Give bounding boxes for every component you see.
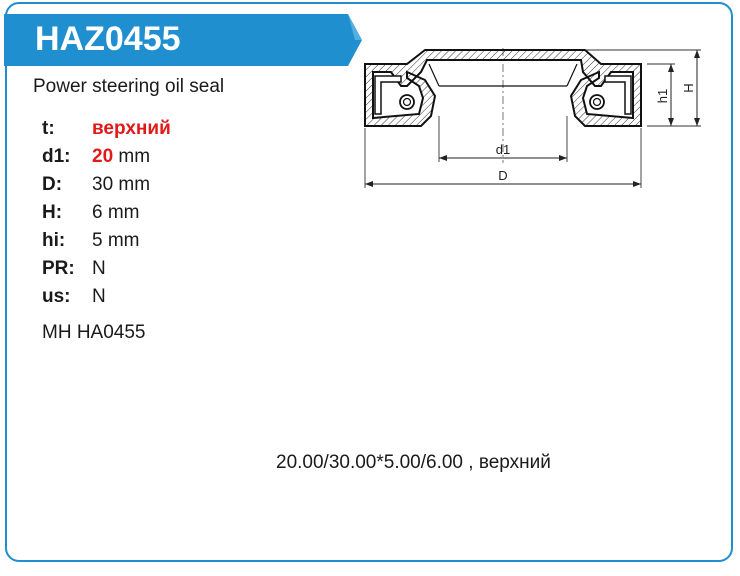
dimension-h1 [655, 64, 674, 126]
spec-value-accent: 20 [92, 146, 114, 167]
spec-row-PR [42, 258, 171, 286]
spec-row-D [42, 174, 171, 202]
spec-label: us: [42, 286, 71, 307]
spec-row-H [42, 202, 171, 230]
label-D: D [498, 168, 508, 183]
label-d1: d1 [495, 142, 511, 157]
spec-label: t: [42, 118, 55, 139]
spec-value: верхний [92, 118, 171, 139]
spec-value: N [92, 286, 106, 307]
spec-value: 30 mm [92, 174, 151, 195]
product-description: Power steering oil seal [33, 76, 225, 97]
spec-label: PR: [42, 258, 75, 279]
label-H: H [681, 83, 696, 93]
dimension-summary: 20.00/30.00*5.00/6.00 , верхний [276, 452, 551, 473]
product-code: HAZ0455 [35, 20, 181, 58]
spec-list [42, 118, 171, 314]
seal-cross-section-diagram [355, 38, 715, 198]
spec-value: 6 mm [92, 202, 140, 223]
spec-value-unit: mm [113, 146, 151, 167]
label-h1: h1 [655, 88, 670, 104]
spec-label: d1: [42, 146, 71, 167]
dimension-d1 [439, 142, 567, 161]
spec-row-us [42, 286, 171, 314]
spring-right [590, 95, 604, 109]
spec-label: hi: [42, 230, 66, 251]
title-banner [4, 14, 362, 66]
spec-value: N [92, 258, 106, 279]
spec-label: H: [42, 202, 63, 223]
spec-value: 5 mm [92, 230, 140, 251]
spring-left [400, 95, 414, 109]
spec-row-hi [42, 230, 171, 258]
dimension-D [365, 168, 641, 187]
spec-row-t [42, 118, 171, 146]
reference-code: MH HA0455 [42, 322, 146, 343]
spec-row-d1 [42, 146, 171, 174]
dimension-H [681, 50, 700, 126]
spec-label: D: [42, 174, 63, 195]
spec-value [92, 146, 150, 174]
